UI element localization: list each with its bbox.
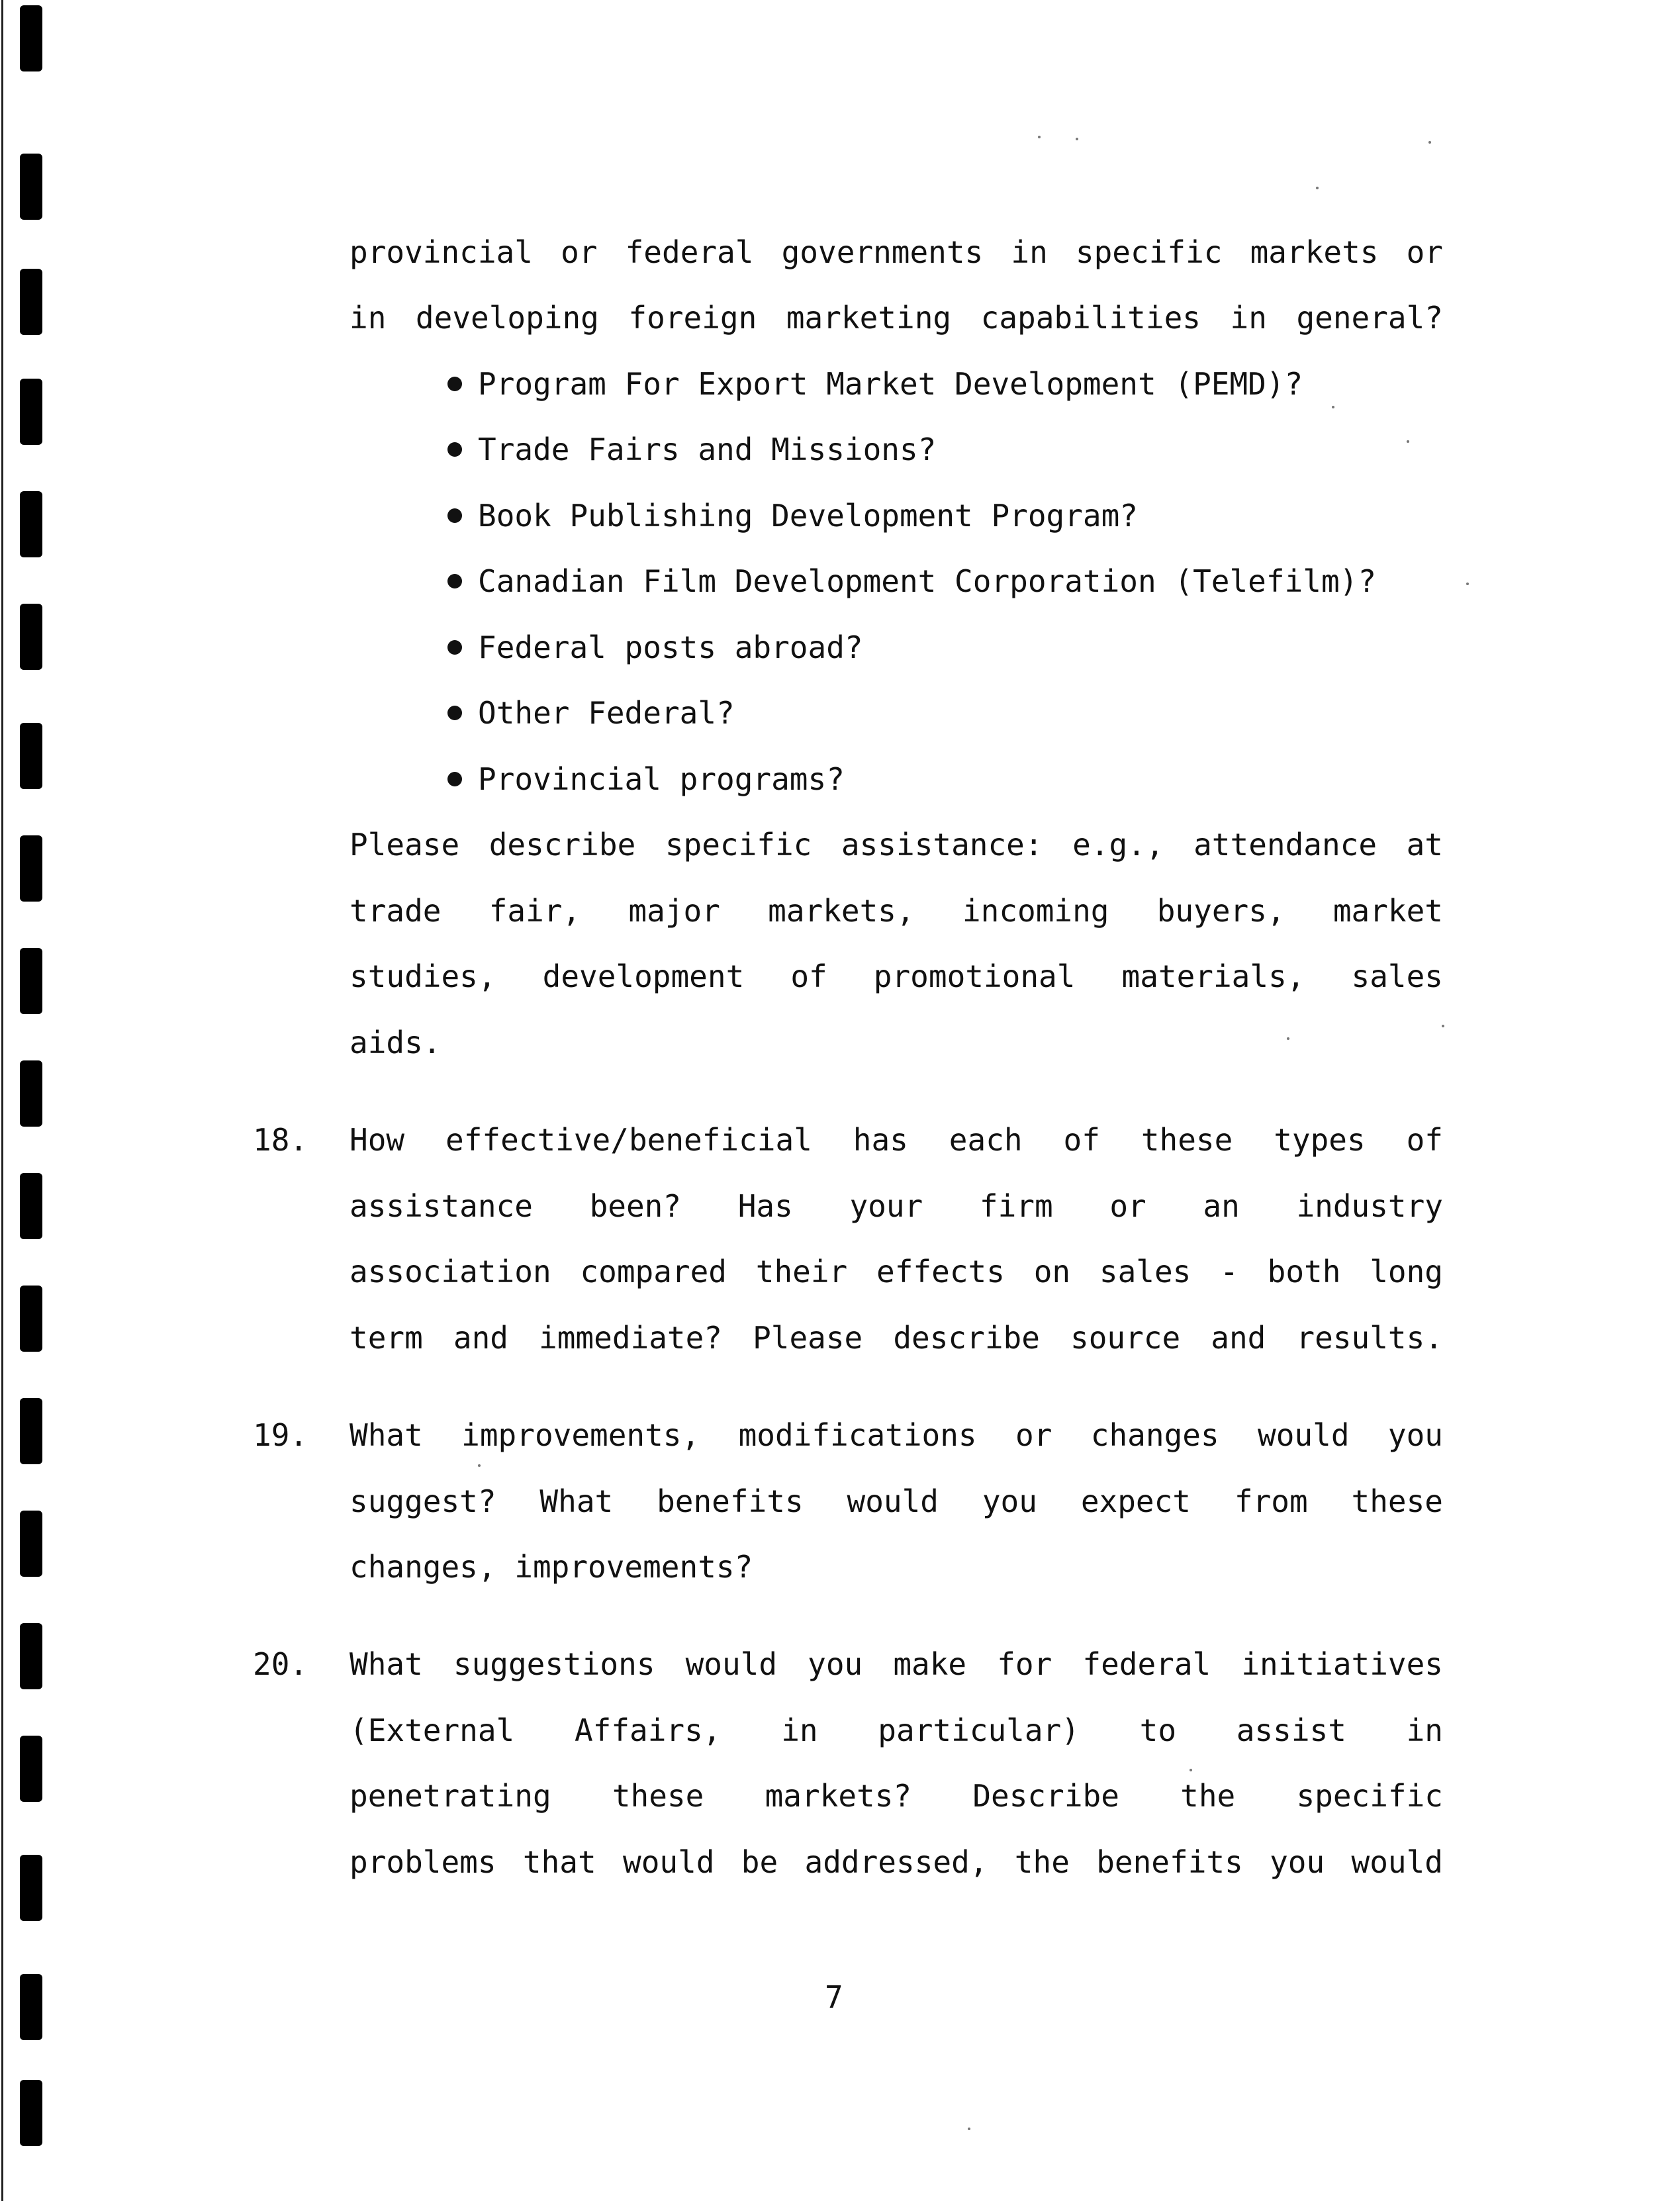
scan-speck: [1190, 1769, 1192, 1771]
intro-line: provincial or federal governments in specific markets or: [350, 234, 1443, 270]
binding-hole: [20, 1398, 42, 1464]
question-line: problems that would be addressed, the benefits you would: [350, 1844, 1443, 1880]
question-line: penetrating these markets? Describe the specific: [350, 1778, 1443, 1814]
page-edge-line: [1, 0, 3, 2201]
binding-hole: [20, 1511, 42, 1577]
question-line: changes, improvements?: [350, 1549, 753, 1585]
list-item-label: Trade Fairs and Missions?: [478, 432, 937, 467]
scan-speck: [1287, 1037, 1289, 1040]
question-line: suggest? What benefits would you expect from these: [350, 1483, 1443, 1519]
bullet-icon: [447, 377, 462, 391]
list-item: [447, 563, 1377, 599]
binding-hole: [20, 1060, 42, 1127]
list-item-label: Provincial programs?: [478, 761, 845, 797]
binding-hole: [20, 2080, 42, 2146]
binding-hole: [20, 1736, 42, 1802]
list-item: [447, 695, 735, 731]
describe-line: aids.: [350, 1025, 442, 1060]
binding-hole: [20, 269, 42, 335]
binding-hole: [20, 1623, 42, 1689]
list-item-label: Canadian Film Development Corporation (Telefilm)?: [478, 563, 1377, 599]
question-line: (External Affairs, in particular) to assist in: [350, 1712, 1443, 1748]
binding-hole: [20, 491, 42, 557]
list-item: [447, 434, 936, 465]
binding-hole: [20, 604, 42, 670]
question-line: term and immediate? Please describe source and results.: [350, 1320, 1443, 1356]
describe-line: studies, development of promotional materials, sales: [350, 959, 1443, 994]
list-item-label: Other Federal?: [478, 695, 735, 731]
binding-hole: [20, 723, 42, 789]
question-number: 20.: [253, 1646, 308, 1682]
binding-hole: [20, 154, 42, 220]
binding-hole: [20, 5, 42, 71]
list-item: [447, 632, 863, 663]
scan-speck: [1332, 406, 1334, 408]
list-item: [447, 498, 1138, 534]
question-line: association compared their effects on sales - both long: [350, 1254, 1443, 1289]
question-line: What suggestions would you make for federal initiatives: [350, 1646, 1443, 1682]
list-item-label: Federal posts abroad?: [478, 630, 863, 665]
scan-speck: [1466, 583, 1469, 585]
binding-hole: [20, 948, 42, 1014]
list-item-label: Book Publishing Development Program?: [478, 498, 1138, 534]
scan-speck: [1407, 440, 1409, 443]
intro-line: in developing foreign marketing capabilities in general?: [350, 300, 1443, 336]
page-number: 7: [825, 1979, 843, 2015]
question-number: 18.: [253, 1122, 308, 1158]
question-line: How effective/beneficial has each of these types of: [350, 1122, 1443, 1158]
bullet-icon: [447, 706, 462, 720]
list-item-label: Program For Export Market Development (PEMD)?: [478, 366, 1303, 402]
binding-hole: [20, 1974, 42, 2040]
describe-line: Please describe specific assistance: e.g., attendance at: [350, 827, 1443, 863]
binding-hole: [20, 1855, 42, 1921]
binding-hole: [20, 1286, 42, 1352]
bullet-icon: [447, 640, 462, 655]
scan-speck: [1038, 136, 1041, 138]
binding-holes: [0, 0, 53, 2201]
scan-speck: [478, 1464, 481, 1467]
bullet-icon: [447, 442, 462, 457]
bullet-icon: [447, 574, 462, 588]
scan-speck: [968, 2128, 970, 2130]
question-line: assistance been? Has your firm or an industry: [350, 1188, 1443, 1224]
list-item: [447, 366, 1303, 402]
scan-speck: [1428, 141, 1431, 144]
binding-hole: [20, 379, 42, 445]
question-line: What improvements, modifications or changes would you: [350, 1417, 1443, 1453]
bullet-icon: [447, 772, 462, 786]
bullet-icon: [447, 508, 462, 523]
scan-speck: [1076, 138, 1078, 140]
scan-speck: [1316, 187, 1319, 189]
describe-line: trade fair, major markets, incoming buyers, market: [350, 893, 1443, 929]
binding-hole: [20, 835, 42, 902]
list-item: [447, 761, 845, 797]
binding-hole: [20, 1173, 42, 1239]
scan-speck: [1442, 1025, 1444, 1027]
question-number: 19.: [253, 1417, 308, 1453]
